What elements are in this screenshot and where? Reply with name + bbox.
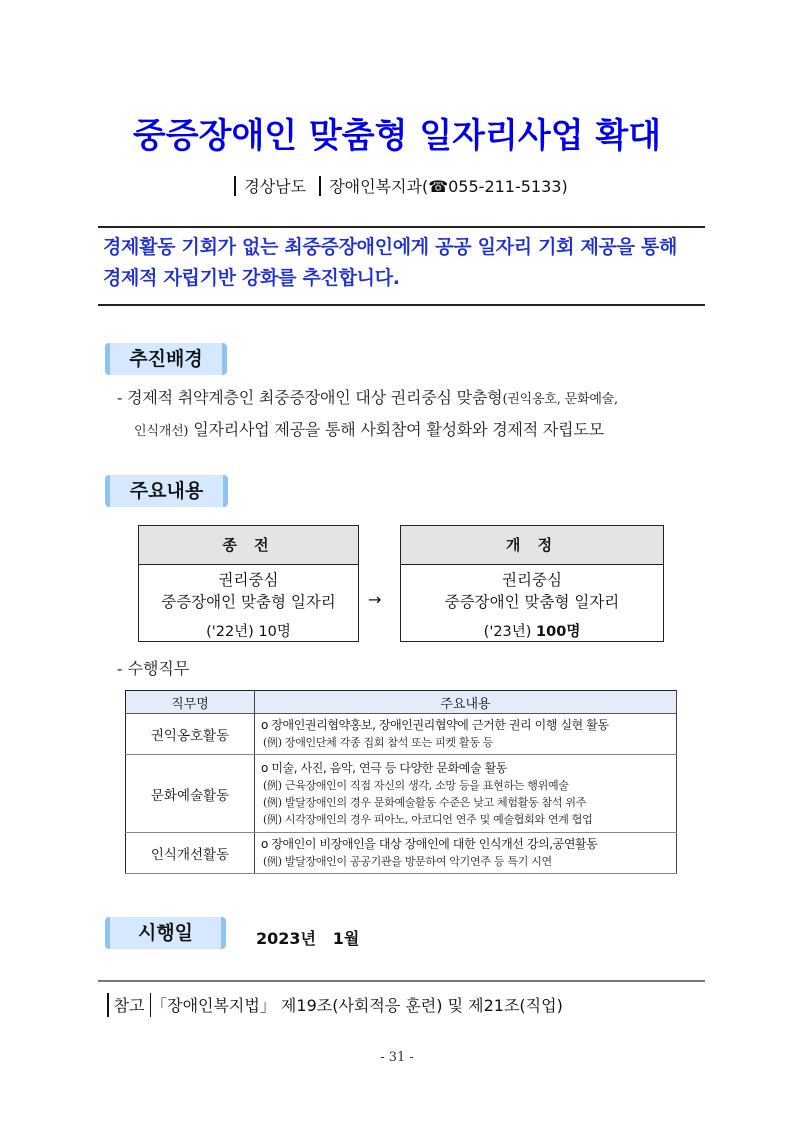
region-name: 경상남도 [244, 177, 307, 196]
reference-label: 참고 [113, 996, 145, 1015]
page-title: 중증장애인 맞춤형 일자리사업 확대 [132, 116, 662, 156]
before-line-2: 중증장애인 맞춤형 일자리 [161, 593, 336, 611]
duty-example: (例) 근육장애인이 직접 자신의 생각, 소망 등을 표현하는 행위예술 [263, 778, 569, 792]
after-count: 100명 [536, 624, 581, 640]
after-count-line [401, 621, 663, 643]
background-line-2 [117, 415, 707, 447]
divider-bar [107, 993, 109, 1017]
summary-text [103, 232, 703, 294]
comparison-after-header: 개 정 [401, 526, 663, 565]
duty-example: (例) 장애인단체 각종 집회 참석 또는 피켓 활동 등 [263, 736, 494, 749]
comparison-before-body [139, 565, 358, 643]
before-line-1: 권리중심 [218, 571, 279, 589]
duty-example: (例) 발달장애인이 공공기관을 방문하여 악기연주 등 특기 시연 [263, 855, 552, 868]
arrow-right-icon: → [368, 590, 382, 609]
before-year: ('22년) [206, 624, 254, 640]
summary-line-1: 경제활동 기회가 없는 최중증장애인에게 공공 일자리 기회 제공을 통해 [103, 236, 678, 258]
phone-paren-close: ) [561, 177, 568, 196]
duty-name: 인식개선활동 [126, 833, 255, 874]
duties-label: - 수행직무 [117, 659, 190, 678]
background-line-1 [117, 383, 707, 415]
table-row [126, 714, 677, 755]
column-header: 주요내용 [255, 691, 677, 714]
summary-top-rule [98, 226, 705, 228]
background-main-text: 일자리사업 제공을 통해 사회참여 활성화와 경제적 자립도모 [188, 420, 604, 439]
telephone-icon: ☎ [428, 177, 449, 196]
effective-date-value: 2023년 1월 [256, 929, 360, 948]
duty-content [255, 755, 677, 833]
department-name: 장애인복지과 [329, 177, 422, 196]
duty-main: o 미술, 사진, 음악, 연극 등 다양한 문화예술 활동 [261, 760, 507, 775]
after-year: ('23년) [483, 624, 532, 640]
table-header-row [126, 691, 677, 714]
reference-text: 「장애인복지법」 제19조(사회적응 훈련) 및 제21조(직업) [151, 996, 563, 1015]
comparison-after-box [400, 525, 664, 642]
reference-rule [98, 980, 705, 982]
divider-bar [319, 176, 321, 196]
before-count-line [139, 621, 358, 643]
summary-bottom-rule [98, 304, 705, 306]
department-line [0, 174, 794, 197]
duty-name: 문화예술활동 [126, 755, 255, 833]
table-row [126, 755, 677, 833]
background-small-text: 인식개선) [134, 424, 189, 439]
section-heading-effective-date: 시행일 [105, 917, 226, 949]
after-line-2: 중증장애인 맞춤형 일자리 [444, 593, 620, 611]
after-line-1: 권리중심 [502, 571, 562, 589]
duty-content [255, 833, 677, 874]
background-small-text: (권익옹호, 문화예술, [502, 392, 618, 407]
summary-line-2: 경제적 자립기반 강화를 추진합니다. [103, 267, 400, 289]
page-number: - 31 - [380, 1050, 414, 1065]
background-text [117, 383, 707, 447]
phone-number: 055-211-5133 [448, 177, 562, 196]
duty-name: 권익옹호활동 [126, 714, 255, 755]
reference-line [107, 993, 563, 1017]
column-header: 직무명 [126, 691, 255, 714]
divider-bar [234, 176, 236, 196]
background-main-text: 경제적 취약계층인 최중증장애인 대상 권리중심 맞춤형 [127, 388, 503, 407]
duty-main: o 장애인권리협약홍보, 장애인권리협약에 근거한 권리 이행 실현 활동 [261, 718, 609, 732]
duty-main: o 장애인이 비장애인을 대상 장애인에 대한 인식개선 강의,공연활동 [261, 837, 598, 851]
before-count: 10명 [258, 624, 291, 640]
section-heading-background: 추진배경 [105, 343, 227, 375]
duty-example: (例) 시각장애인의 경우 피아노, 아코디언 연주 및 예술협회와 연계 협업 [263, 812, 593, 826]
duty-content [255, 714, 677, 755]
duty-example: (例) 발달장애인의 경우 문화예술활동 수준은 낮고 체험활동 참석 위주 [263, 795, 587, 809]
dash-marker: - [117, 388, 123, 407]
comparison-before-box [138, 525, 359, 642]
comparison-before-header: 종 전 [139, 526, 358, 565]
phone-paren-open: ( [421, 177, 429, 196]
comparison-after-body [401, 565, 663, 643]
table-row [126, 833, 677, 874]
section-heading-main-content: 주요내용 [105, 475, 228, 507]
duties-table [125, 690, 677, 874]
